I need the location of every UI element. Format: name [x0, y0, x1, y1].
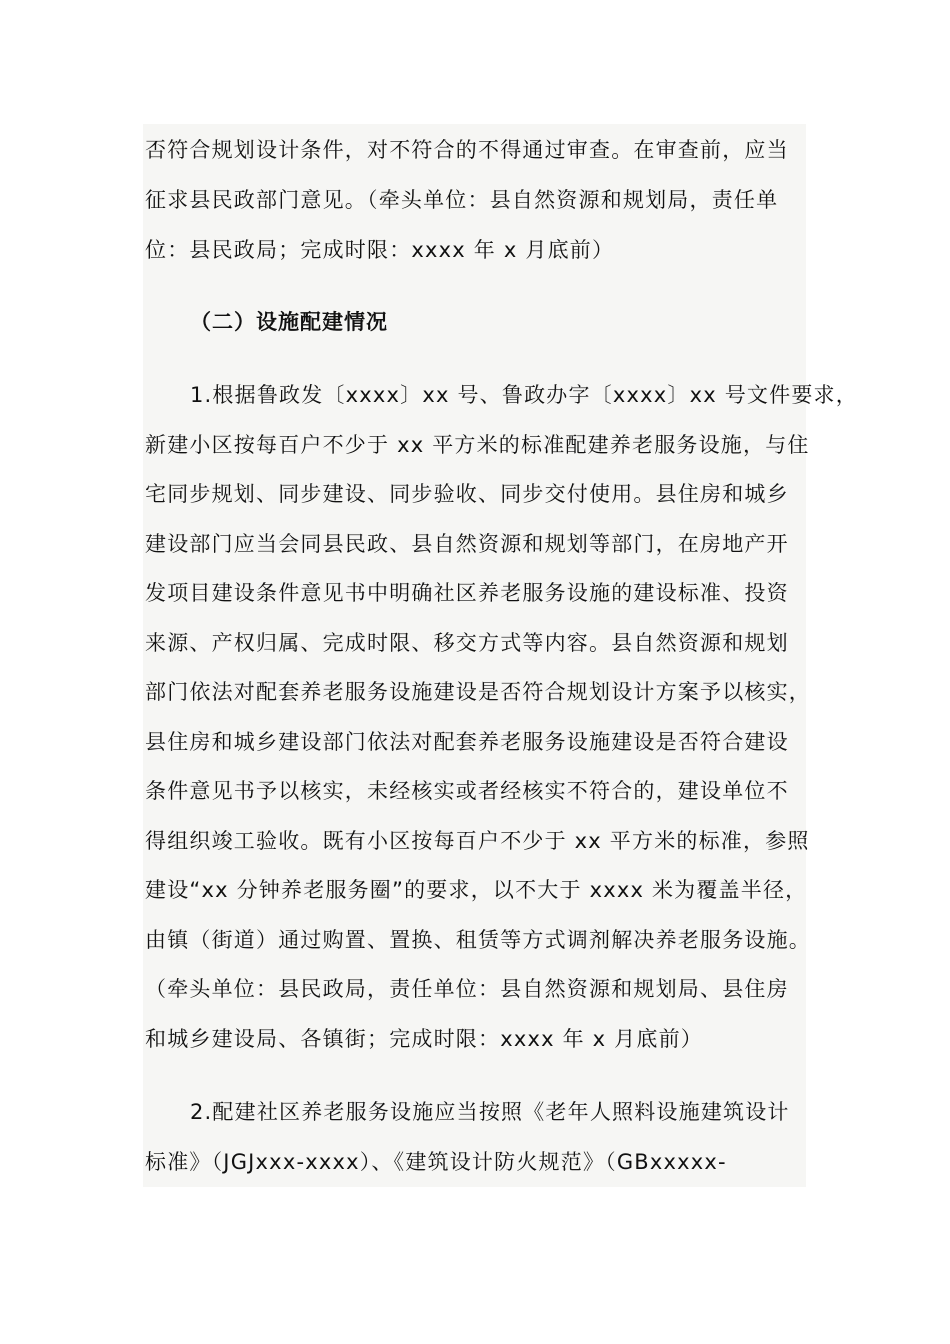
- body-line: 否符合规划设计条件，对不符合的不得通过审查。在审查前，应当: [145, 138, 789, 162]
- body-line: 征求县民政部门意见。（牵头单位：县自然资源和规划局，责任单: [145, 188, 779, 212]
- body-line: 建设部门应当会同县民政、县自然资源和规划等部门，在房地产开: [145, 532, 789, 556]
- body-line: 宅同步规划、同步建设、同步验收、同步交付使用。县住房和城乡: [145, 482, 789, 506]
- body-line: 和城乡建设局、各镇街；完成时限：xxxx 年 x 月底前）: [145, 1027, 703, 1051]
- body-line: 部门依法对配套养老服务设施建设是否符合规划设计方案予以核实，: [145, 680, 811, 704]
- body-line: 来源、产权归属、完成时限、移交方式等内容。县自然资源和规划: [145, 631, 789, 655]
- paragraph-first-line: 2.配建社区养老服务设施应当按照《老年人照料设施建筑设计: [190, 1100, 790, 1124]
- section-heading: （二）设施配建情况: [190, 310, 388, 334]
- body-line: 标准》（JGJxxx-xxxx）、《建筑设计防火规范》（GBxxxxx-: [145, 1150, 727, 1174]
- body-line: 位：县民政局；完成时限：xxxx 年 x 月底前）: [145, 238, 615, 262]
- body-line: 条件意见书予以核实，未经核实或者经核实不符合的，建设单位不: [145, 779, 789, 803]
- body-line: 新建小区按每百户不少于 xx 平方米的标准配建养老服务设施，与住: [145, 433, 810, 457]
- body-line: 得组织竣工验收。既有小区按每百户不少于 xx 平方米的标准，参照: [145, 829, 810, 853]
- paragraph-first-line: 1.根据鲁政发〔xxxx〕xx 号、鲁政办字〔xxxx〕xx 号文件要求，: [190, 383, 858, 407]
- body-line: 发项目建设条件意见书中明确社区养老服务设施的建设标准、投资: [145, 581, 789, 605]
- body-line: （牵头单位：县民政局，责任单位：县自然资源和规划局、县住房: [145, 977, 789, 1001]
- body-line: 由镇（街道）通过购置、置换、租赁等方式调剂解决养老服务设施。: [145, 928, 811, 952]
- body-line: 建设“xx 分钟养老服务圈”的要求，以不大于 xxxx 米为覆盖半径，: [145, 878, 808, 902]
- body-line: 县住房和城乡建设部门依法对配套养老服务设施建设是否符合建设: [145, 730, 789, 754]
